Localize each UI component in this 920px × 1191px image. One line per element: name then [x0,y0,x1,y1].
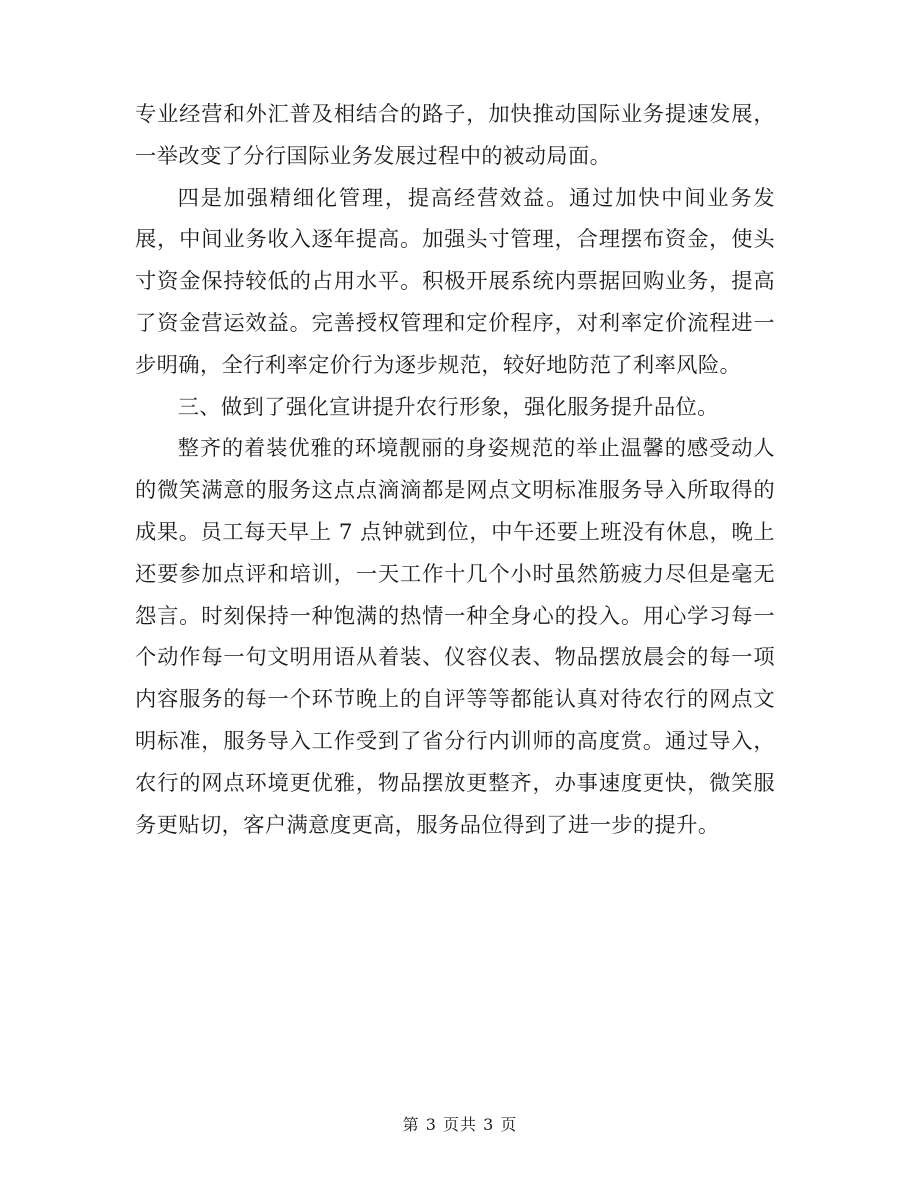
section-heading-three: 三、做到了强化宣讲提升农行形象，强化服务提升品位。 [177,394,719,420]
document-body [135,94,775,846]
paragraph-continuation: 专业经营和外汇普及相结合的路子，加快推动国际业务提速发展，一举改变了分行国际业务发展过程中的被动局面。 [135,102,775,169]
paragraph-point-four: 四是加强精细化管理，提高经营效益。通过加快中间业务发展，中间业务收入逐年提高。加强头寸管理，合理摆布资金，使头寸资金保持较低的占用水平。积极开展系统内票据回购业务，提高了资金营运效益。完善授权管理和定价程序，对利率定价流程进一步明确，全行利率定价行为逐步规范，较好地防范了利率风险。 [135,185,775,378]
page-footer: 第 3 页共 3 页 [402,1115,518,1134]
paragraph-service: 整齐的着装优雅的环境靓丽的身姿规范的举止温馨的感受动人的微笑满意的服务这点点滴滴都是网点文明标准服务导入所取得的成果。员工每天早上 7 点钟就到位，中午还要上班没有休息，晚上还要参加点评和培训，一天工作十几个小时虽然筋疲力尽但是毫无怨言。时刻保持一种饱满的热情一种全身心的投入。用心学习每一个动作每一句文明用语从着装、仪容仪表、物品摆放晨会的每一项内容服务的每一个环节晚上的自评等等都能认真对待农行的网点文明标准，服务导入工作受到了省分行内训师的高度赏。通过导入，农行的网点环境更优雅，物品摆放更整齐，办事速度更快，微笑服务更贴切，客户满意度更高，服务品位得到了进一步的提升。 [135,436,775,838]
